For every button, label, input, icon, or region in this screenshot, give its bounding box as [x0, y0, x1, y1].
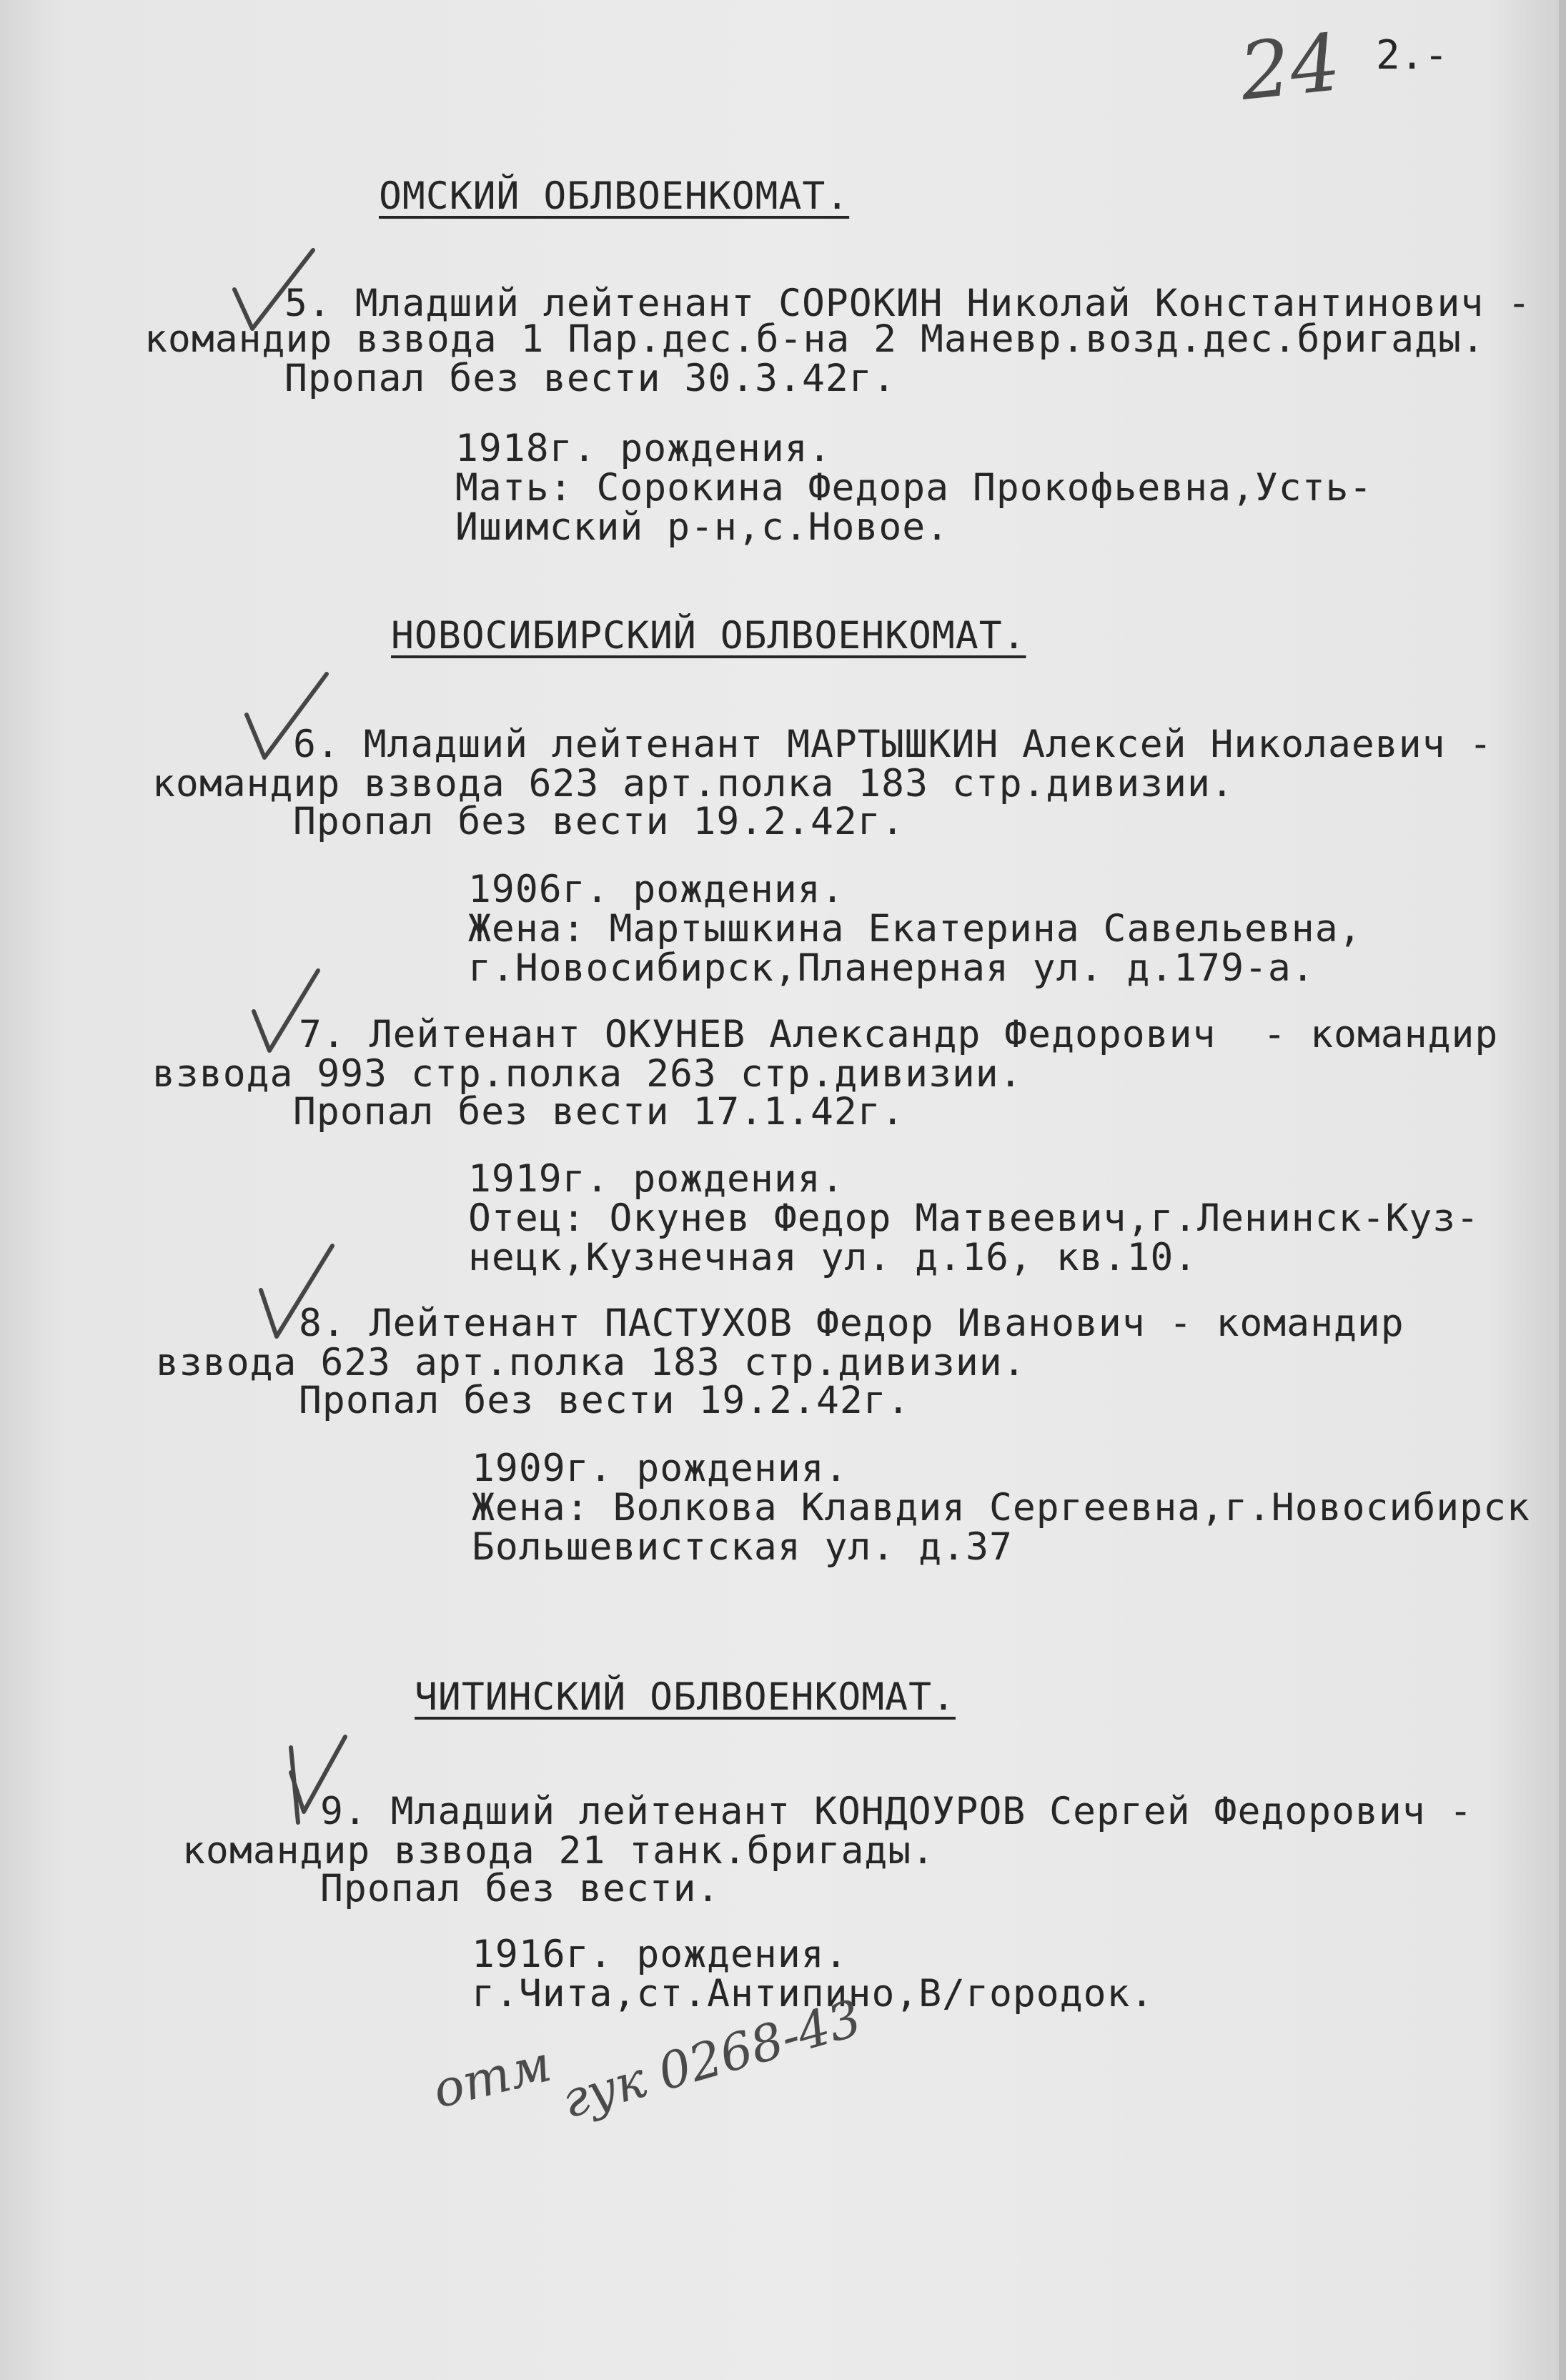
entry-line: 6. Младший лейтенант МАРТЫШКИН Алексей Николаевич -: [293, 723, 1493, 766]
entry-detail: г.Новосибирск,Планерная ул. д.179-а.: [468, 946, 1315, 990]
entry-detail: 1906г. рождения.: [468, 868, 845, 911]
entry-detail: Ишимский р-н,с.Новое.: [455, 505, 950, 549]
handwritten-folio-number: 24: [1235, 16, 1345, 118]
handwritten-note-line2: гук 0268-43: [555, 1988, 868, 2130]
page-number: 2.-: [1376, 32, 1449, 79]
entry-detail: г.Чита,ст.Антипино,В/городок.: [472, 1972, 1154, 2015]
section-heading-chita: ЧИТИНСКИЙ ОБЛВОЕНКОМАТ.: [415, 1675, 956, 1719]
entry-detail: нецк,Кузнечная ул. д.16, кв.10.: [468, 1236, 1198, 1279]
entry-detail: Жена: Мартышкина Екатерина Савельевна,: [468, 907, 1362, 951]
entry-line: Пропал без вести 19.2.42г.: [293, 800, 905, 843]
entry-detail: 1918г. рождения.: [455, 427, 832, 470]
entry-detail: Отец: Окунев Федор Матвеевич,г.Ленинск-Куз-: [468, 1196, 1480, 1240]
entry-line: Пропал без вести 19.2.42г.: [299, 1379, 911, 1422]
entry-detail: Мать: Сорокина Федора Прокофьевна,Усть-: [455, 466, 1373, 510]
entry-line: 8. Лейтенант ПАСТУХОВ Федор Иванович - командир: [299, 1301, 1404, 1345]
entry-detail: Большевистская ул. д.37: [472, 1525, 1013, 1569]
entry-detail: 1909г. рождения.: [472, 1447, 848, 1490]
entry-detail: Жена: Волкова Клавдия Сергеевна,г.Новосибирск: [472, 1486, 1530, 1529]
entry-line: Пропал без вести 30.3.42г.: [284, 357, 896, 400]
entry-line: 9. Младший лейтенант КОНДОУРОВ Сергей Федорович -: [320, 1790, 1473, 1833]
entry-line: командир взвода 623 арт.полка 183 стр.дивизии.: [152, 762, 1234, 805]
entry-detail: 1919г. рождения.: [468, 1157, 845, 1201]
entry-line: командир взвода 21 танк.бригады.: [182, 1829, 936, 1873]
entry-detail: 1916г. рождения.: [472, 1933, 848, 1976]
section-heading-novosibirsk: НОВОСИБИРСКИЙ ОБЛВОЕНКОМАТ.: [391, 614, 1026, 658]
entry-line: взвода 993 стр.полка 263 стр.дивизии.: [152, 1052, 1023, 1096]
page-edge-shadow: [1559, 0, 1566, 2380]
entry-line: 7. Лейтенант ОКУНЕВ Александр Федорович - командир: [299, 1013, 1499, 1056]
entry-line: Пропал без вести 17.1.42г.: [293, 1090, 905, 1134]
entry-line: 5. Младший лейтенант СОРОКИН Николай Константинович -: [284, 282, 1532, 325]
entry-line: командир взвода 1 Пар.дес.б-на 2 Маневр.возд.дес.бригады.: [144, 317, 1485, 361]
entry-line: Пропал без вести.: [320, 1867, 720, 1910]
handwritten-note-line1: отм: [427, 2034, 557, 2120]
entry-line: взвода 623 арт.полка 183 стр.дивизии.: [156, 1341, 1026, 1384]
section-heading-omsk: ОМСКИЙ ОБЛВОЕНКОМАТ.: [379, 174, 850, 218]
